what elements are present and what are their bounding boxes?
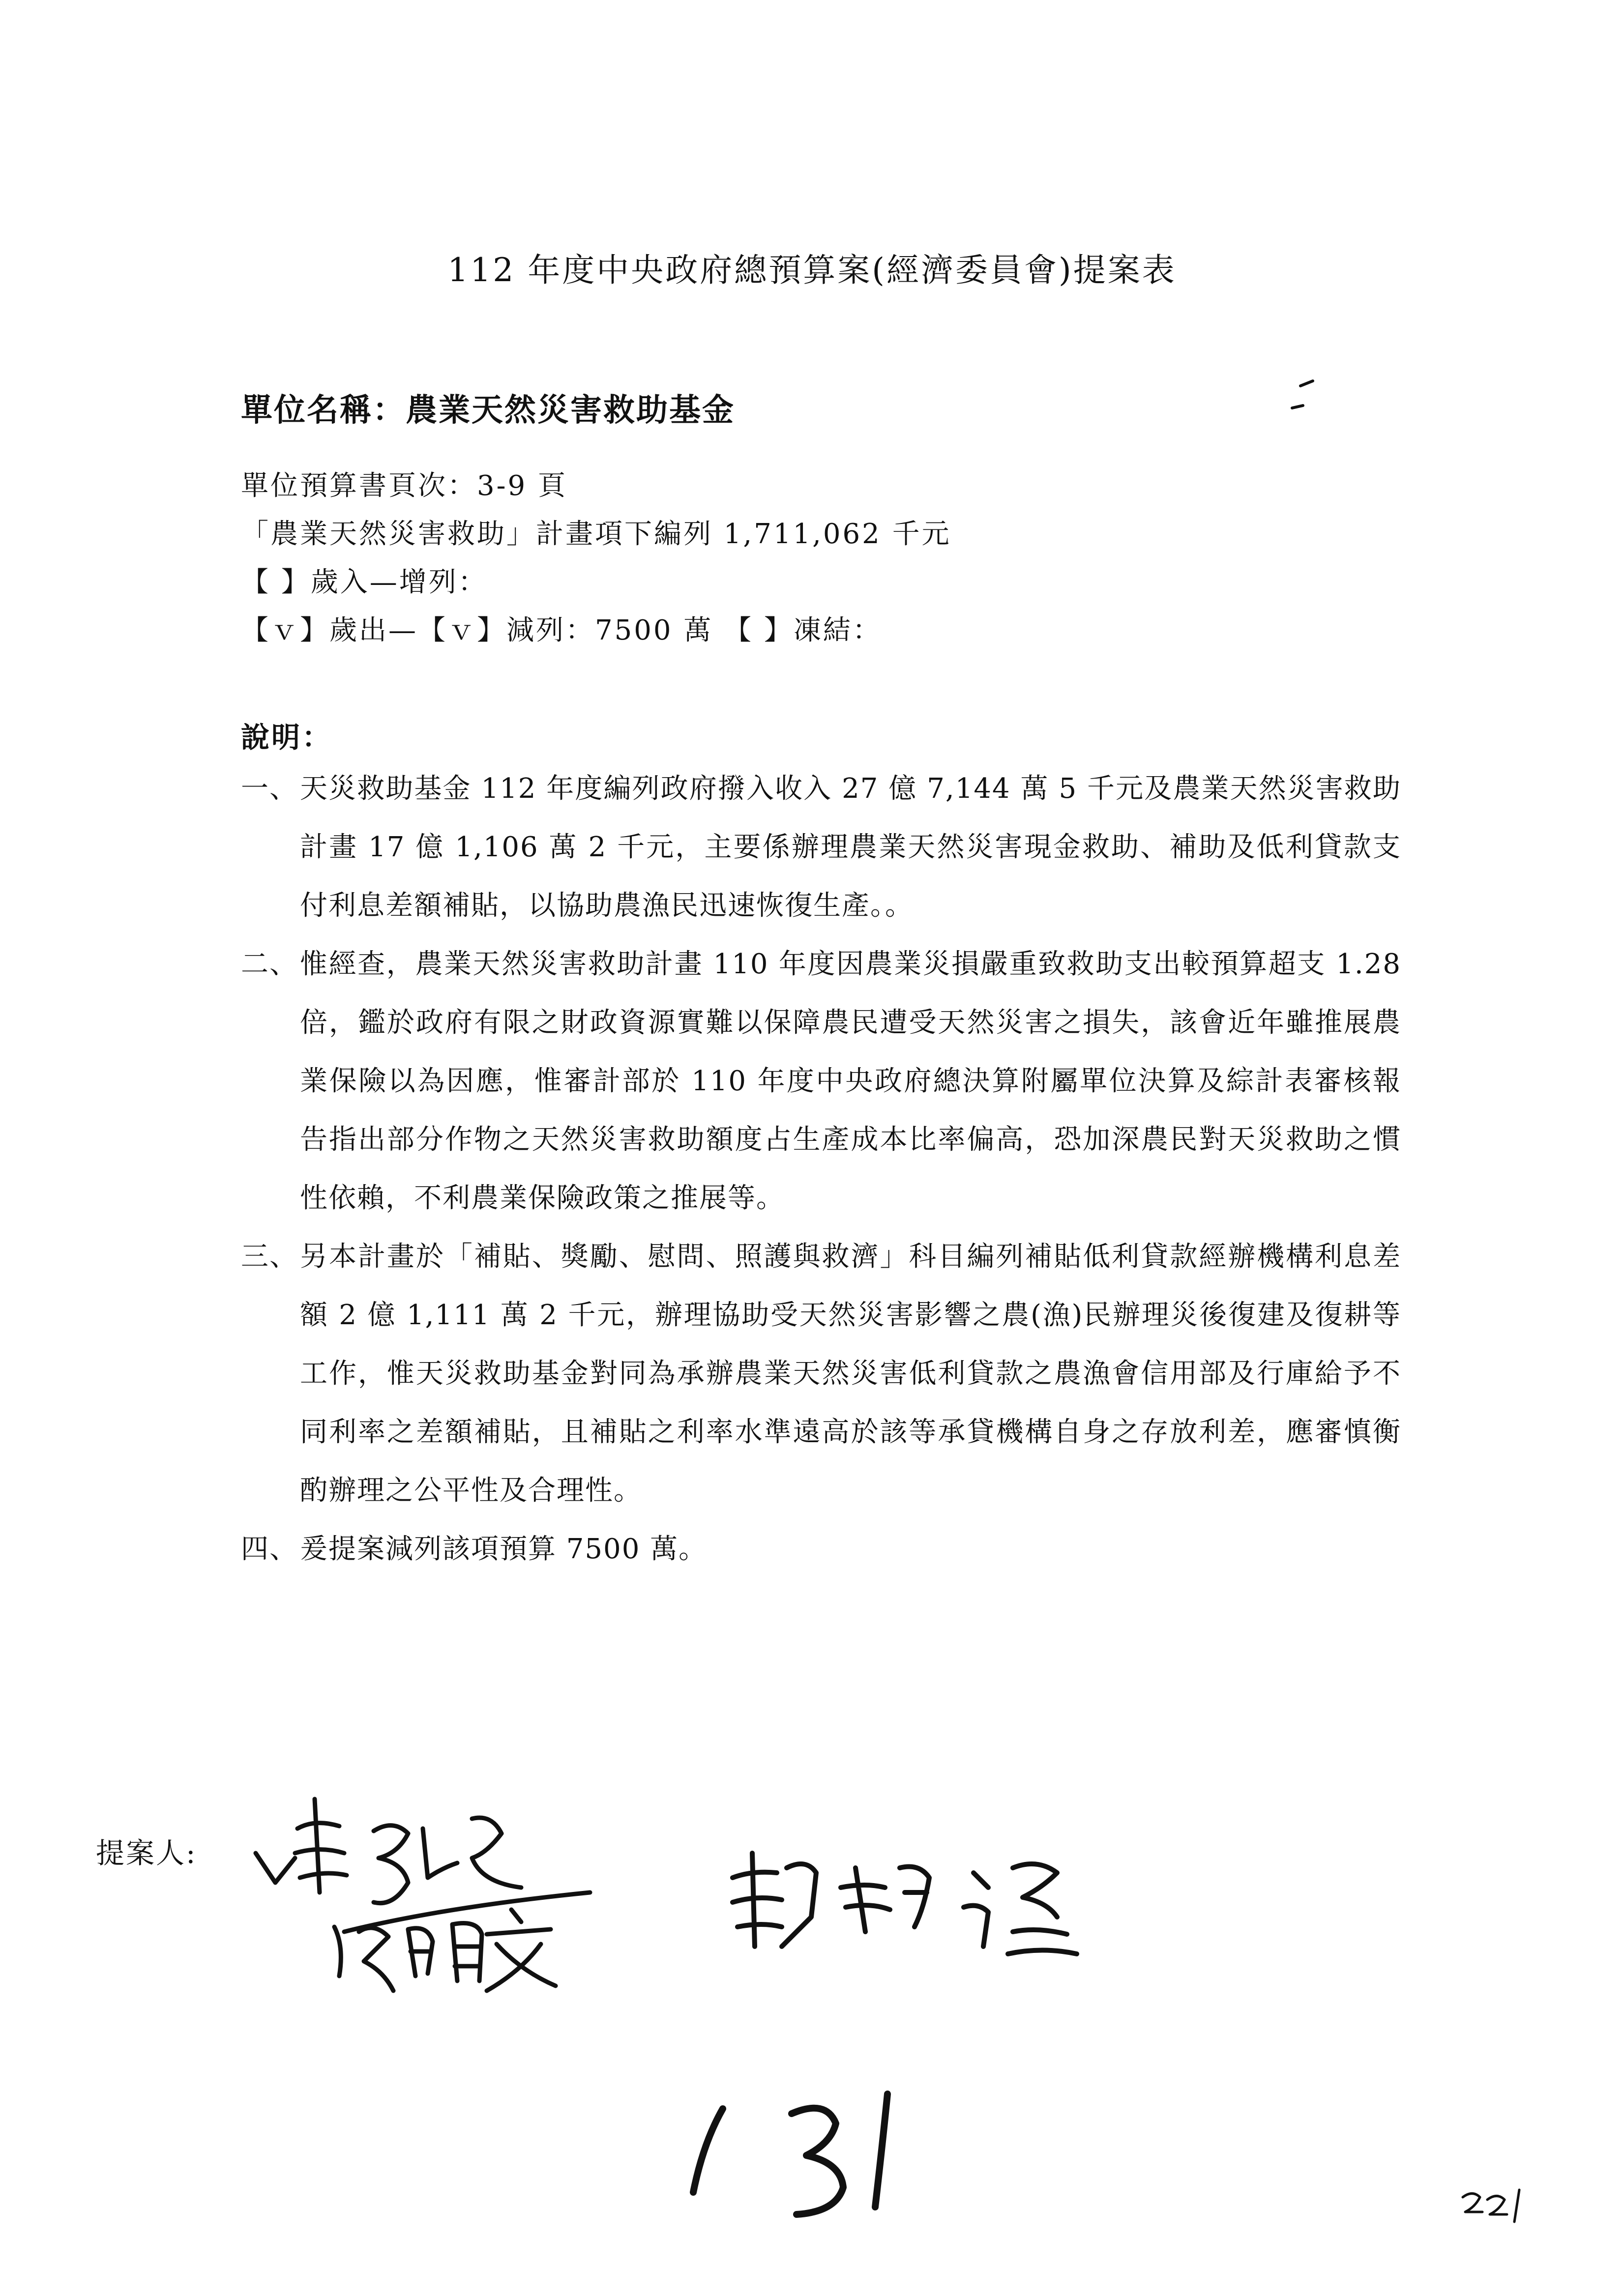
page-mark-221 <box>1463 2190 1519 2222</box>
item-text: 惟經查，農業天然災害救助計畫 110 年度因農業災損嚴重致救助支出較預算超支 1.28 倍，鑑於政府有限之財政資源實難以保障農民遭受天然災害之損失，該會近年雖推展農業保險以為因應，惟審計部於 110 年度中央政府總決算附屬單位決算及綜計表審核報告指出部分作物之天然災害救助額度占生產成本比率偏高，恐加深農民對天災救助之慣性依賴，不利農業保險政策之推展等。 <box>300 948 1401 1214</box>
item-number: 三、 <box>241 1241 298 1273</box>
plan-line: 「農業天然災害救助」計畫項下編列 1,711,062 千元 <box>241 518 951 550</box>
expenditure-line: 【ｖ】歲出—【ｖ】減列：7500 萬 【 】凍結： <box>241 614 882 646</box>
item-text: 天災救助基金 112 年度編列政府撥入收入 27 億 7,144 萬 5 千元及農業天然災害救助計畫 17 億 1,106 萬 2 千元，主要係辦理農業天然災害現金救助、補助及低利貸款支付利息差額補貼，以協助農漁民迅速恢復生產。。 <box>300 773 1401 922</box>
stray-mark <box>1292 406 1303 408</box>
handwritten-number-131 <box>693 2094 887 2214</box>
item-text: 另本計畫於「補貼、獎勵、慰問、照護與救濟」科目編列補貼低利貸款經辦機構利息差額 2 億 1,111 萬 2 千元，辦理協助受天然災害影響之農(漁)民辦理災後復建及復耕等工作，惟天災救助基金對同為承辦農業天然災害低利貸款之農漁會信用部及行庫給予不同利率之差額補貼，且補貼之利率水準遠高於該等承貸機構自身之存放利差，應審慎衡酌辦理之公平性及合理性。 <box>300 1241 1401 1507</box>
revenue-line: 【 】歲入—增列： <box>241 566 488 598</box>
signature-lai-ruilong <box>733 1853 1077 1954</box>
proposer-label: 提案人: <box>96 1836 197 1870</box>
item-number: 二、 <box>241 948 298 980</box>
document-title: 112 年度中央政府總預算案(經濟委員會)提案表 <box>447 251 1177 289</box>
item-number: 四、 <box>241 1533 298 1565</box>
unit-name: 單位名稱：農業天然災害救助基金 <box>241 392 735 429</box>
stray-mark <box>1300 381 1313 386</box>
budget-page-line: 單位預算書頁次：3-9 頁 <box>241 470 567 502</box>
item-text: 爰提案減列該項預算 7500 萬。 <box>300 1533 708 1565</box>
explanation-label: 說明： <box>241 721 333 754</box>
signature-chen-tingfei <box>256 1799 590 1932</box>
signature-chen-mingwen <box>334 1910 556 1991</box>
item-number: 一、 <box>241 773 298 805</box>
